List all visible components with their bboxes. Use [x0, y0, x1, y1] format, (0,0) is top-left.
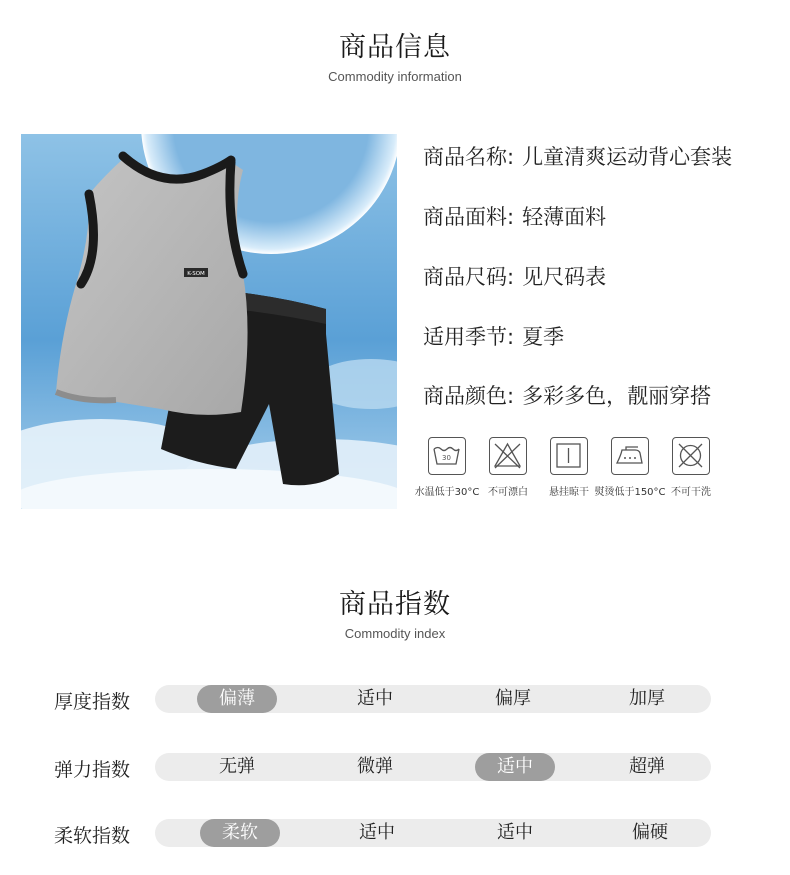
care-iron: [594, 437, 666, 498]
section-title-info: 商品信息: [339, 32, 451, 63]
product-photo: [21, 134, 397, 509]
care-wash: [414, 437, 480, 498]
info-label: 商品尺码:: [423, 265, 515, 289]
index-option: 适中: [357, 688, 393, 709]
section-title-index: 商品指数: [339, 589, 451, 620]
info-label: 商品颜色:: [423, 384, 515, 408]
index-option-selected: 柔软: [200, 819, 280, 847]
no-bleach-icon: [489, 437, 527, 475]
wash-temp-mark: 30: [442, 454, 451, 462]
no-dry-clean-icon: [672, 437, 710, 475]
info-label: 商品名称:: [423, 145, 515, 169]
care-caption: 水温低于30°C: [414, 487, 480, 498]
index-bar-thickness: [155, 685, 711, 713]
care-hang: [539, 437, 599, 498]
index-bar-softness: [155, 819, 711, 847]
index-option: 加厚: [629, 688, 665, 709]
index-label-softness: 柔软指数: [54, 825, 131, 847]
index-option-selected: 偏薄: [197, 685, 277, 713]
section-subtitle-info: Commodity information: [328, 69, 462, 84]
index-option: 超弹: [629, 756, 665, 777]
index-label-thickness: 厚度指数: [54, 691, 131, 713]
care-caption: 不可漂白: [488, 487, 528, 498]
care-dryclean: [661, 437, 721, 498]
info-value: 儿童清爽运动背心套装: [522, 145, 733, 169]
iron-icon: [611, 437, 649, 475]
info-value: 见尺码表: [522, 265, 607, 289]
wash-30-icon: [428, 437, 466, 475]
index-option: 偏厚: [495, 688, 531, 709]
care-caption: 悬挂晾干: [549, 487, 589, 498]
info-row-season: [423, 321, 564, 351]
info-label: 商品面料:: [423, 205, 515, 229]
info-label: 适用季节:: [423, 325, 515, 349]
index-option: 微弹: [357, 756, 393, 777]
info-value: 夏季: [522, 325, 565, 349]
index-option: 偏硬: [632, 822, 668, 843]
info-value: 多彩多色，靓丽穿搭: [522, 384, 712, 408]
index-option: 适中: [359, 822, 395, 843]
index-option-selected: 适中: [475, 753, 555, 781]
info-row-size: [423, 261, 606, 291]
info-row-fabric: [423, 201, 606, 231]
care-bleach: [478, 437, 538, 498]
index-bar-elasticity: [155, 753, 711, 781]
index-option: 无弹: [219, 756, 255, 777]
info-value: 轻薄面料: [522, 205, 607, 229]
product-photo-svg: [21, 134, 397, 509]
index-option: 适中: [497, 822, 533, 843]
section-subtitle-index: Commodity index: [344, 626, 446, 641]
care-caption: 熨烫低于150°C: [594, 487, 666, 498]
vest-tag-text: K-SOM: [187, 271, 205, 277]
info-row-name: [423, 141, 732, 171]
info-row-color: [423, 380, 711, 410]
hang-dry-icon: [550, 437, 588, 475]
care-caption: 不可干洗: [671, 487, 711, 498]
index-label-elasticity: 弹力指数: [54, 759, 131, 781]
